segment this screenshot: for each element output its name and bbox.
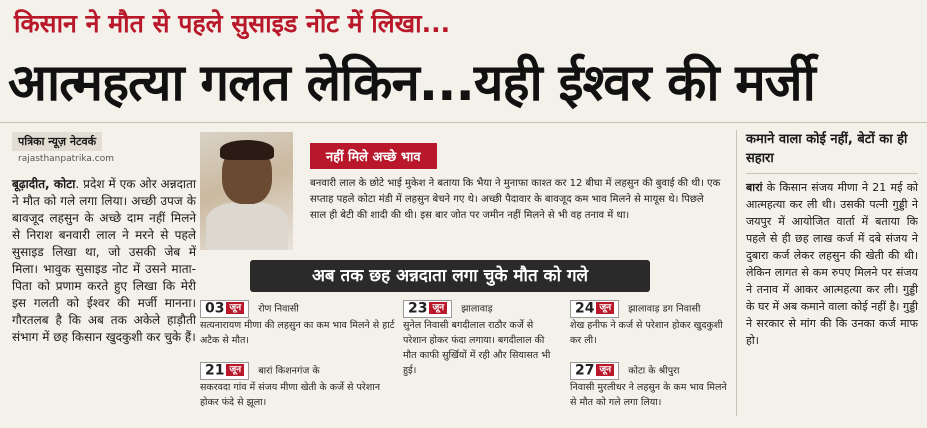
divider [0, 122, 927, 123]
dateline: बूढ़ादीत, कोटा [12, 177, 76, 191]
event-text: सुनेल निवासी बगदीलाल राठौर कर्जे से परेशान होकर फंदा लगाया। बगदीलाल की मौत काफी सुर्खियों में रही और सियासत भी हुई। [403, 319, 551, 376]
event-item [570, 300, 730, 348]
event-text: सत्यनारायण मीणा की लहसुन का कम भाव मिलने से हार्ट अटैक से मौत। [200, 319, 395, 346]
photo-shirt [206, 202, 288, 250]
event-date: 27 जून [570, 362, 619, 380]
event-place: रोण निवासी [258, 303, 299, 315]
main-headline: आत्महत्या गलत लेकिन...यही ईश्वर की मर्जी [8, 54, 815, 113]
byline-site: rajasthanpatrika.com [18, 154, 114, 164]
right-story-lead: बारां [746, 181, 763, 194]
event-date: 23 जून [403, 300, 452, 318]
event-date: 03 जून [200, 300, 249, 318]
right-story-text: के किसान संजय मीणा ने 21 मई को आत्महत्या कर ली थी। उसकी पत्नी गुड्डी ने जयपुर में आयोजित वार्ता में बताया कि पहले से ही छह लाख कर्ज में दबे संजय ने दुबारा कर्ज लेकर लहसुन की खेती की थी। लेकिन लागत से कम रुपए मिलने पर संजय ने तनाव में आकर आत्महत्या कर ली। गुड्डी के घर में अब कमाने वाला कोई नहीं है। गुड्डी ने सरकार से मांग की कि उनका कर्ज माफ हो। [746, 181, 918, 347]
event-place: बारां किशनगंज के [258, 365, 320, 377]
event-place: झालावाड़ डग निवासी [628, 303, 701, 315]
right-story-headline: कमाने वाला कोई नहीं, बेटों का ही सहारा [746, 132, 908, 166]
timeline-banner: अब तक छह अन्नदाता लगा चुके मौत को गले [250, 260, 650, 292]
farmer-photo [200, 132, 293, 250]
event-date: 24 जून [570, 300, 619, 318]
event-item [570, 362, 730, 410]
event-text: शेख हनीफ ने कर्ज से परेशान होकर खुदकुशी कर ली। [570, 319, 723, 346]
left-story [12, 176, 196, 346]
box-text: बनवारी लाल के छोटे भाई मुकेश ने बताया कि भैया ने मुनाफा काश्त कर 12 बीघा में लहसुन की बुवाई की थी। एक सप्ताह पहले कोटा मंडी में लहसुन बेचने गए थे। अच्छी पैदावार के बावजूद कम भाव मिलने से मायूस थे। पिछले साल ही बेटी की शादी की थी। इस बार जोत पर जमीन नहीं मिलने से भी वह तनाव में था। [310, 178, 721, 221]
event-item [200, 300, 395, 348]
event-place: कोटा के श्रीपुरा [628, 365, 680, 377]
left-story-body: . प्रदेश में एक ओर अन्नदाता ने मौत को गले लगा लिया। अच्छी उपज के बावजूद लहसुन के अच्छे दाम नहीं मिलने से निराश बनवारी लाल ने मरने से पहले सुसाइड लिखा था, जो उसकी जेब में मिला। भावुक सुसाइड नोट में उसने माता-पिता को प्रणाम करते हुए लिखा कि मेरी इस गलती को ईश्वर की मर्जी मानना। गौरतलब है कि अब तक अकेले हाड़ौती संभाग में छह किसान खुदकुशी कर चुके हैं। [12, 177, 196, 344]
kicker-headline: किसान ने मौत से पहले सुसाइड नोट में लिखा... [14, 9, 451, 38]
column-divider [736, 130, 737, 416]
box-subhead: नहीं मिले अच्छे भाव [310, 143, 437, 169]
event-date: 21 जून [200, 362, 249, 380]
photo-hair [220, 140, 274, 160]
event-item [200, 362, 395, 410]
byline [12, 130, 192, 164]
event-item [403, 300, 558, 378]
byline-agency: पत्रिका न्यूज़ नेटवर्क [12, 132, 102, 151]
event-place: झालावाड़ [461, 303, 493, 315]
event-text: निवासी मुरलीधर ने लहसुन के कम भाव मिलने से मौत को गले लगा लिया। [570, 381, 727, 408]
event-text: सकरवदा गांव में संजय मीणा खेती के कर्जे से परेशान होकर फंदे से झूला। [200, 381, 380, 408]
right-story [746, 130, 918, 349]
right-story-body [746, 173, 918, 349]
